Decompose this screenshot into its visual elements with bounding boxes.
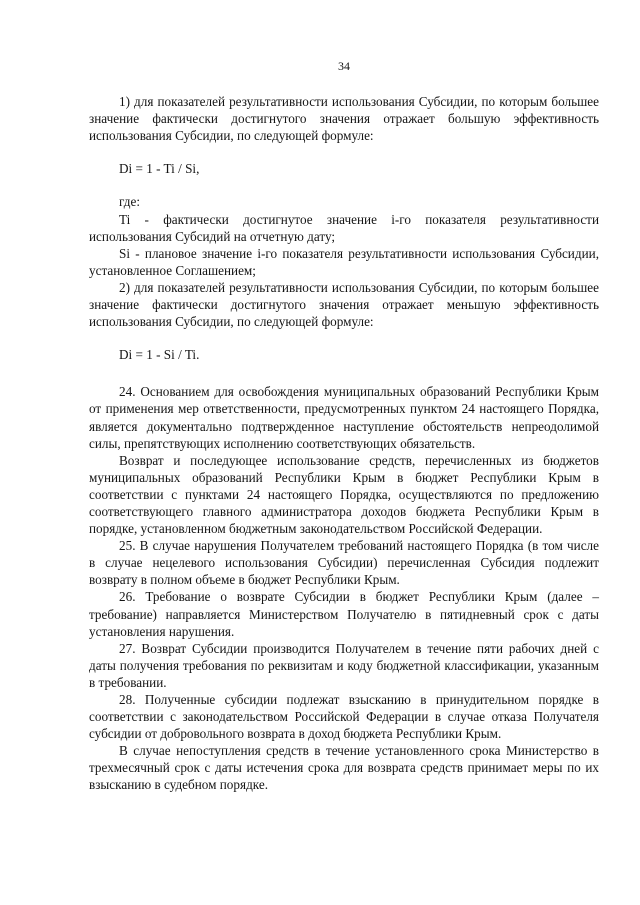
clause-28: 28. Полученные субсидии подлежат взысканию в принудительном порядке в соответствии с законодательством Российской Федерации в случае отказа Получателя субсидии от добровольного возврата в доход бюджета Республики Крым. — [89, 692, 599, 742]
definition-ti: Ti - фактически достигнутое значение i-го показателя результативности использования Субсидий на отчетную дату; — [89, 211, 599, 244]
paragraph-2: 2) для показателей результативности использования Субсидии, по которым большее значение фактически достигнутого значения отражает меньшую эффективность использования Субсидии, по следующей формуле: — [89, 279, 599, 330]
clause-27: 27. Возврат Субсидии производится Получателем в течение пяти рабочих дней с даты получения требования по реквизитам и коду бюджетной классификации, указанным в требовании. — [89, 640, 599, 690]
clause-24-return: Возврат и последующее использование средств, перечисленных из бюджетов муниципальных образований Республики Крым в бюджет Республики Крым в соответствии с пунктами 24 настоящего Порядка, осуществляются по предложению соответствующего главного администратора доходов бюджета Республики Крым в порядке, установленном бюджетным законодательством Российской Федерации. — [89, 452, 599, 537]
paragraph-1: 1) для показателей результативности использования Субсидии, по которым большее значение фактически достигнутого значения отражает большую эффективность использования Субсидии, по следующей формуле: — [89, 94, 599, 144]
formula-2: Di = 1 - Si / Ti. — [119, 347, 200, 363]
page-number: 34 — [338, 59, 350, 73]
definition-si: Si - плановое значение i-го показателя результативности использования Субсидии, установленное Соглашением; — [89, 245, 599, 278]
clause-26: 26. Требование о возврате Субсидии в бюджет Республики Крым (далее – требование) направляется Министерством Получателю в пятидневный срок с даты установления нарушения. — [89, 589, 599, 639]
document-page — [89, 58, 599, 794]
where-label: где: — [119, 194, 140, 210]
formula-1: Di = 1 - Ti / Si, — [119, 161, 200, 177]
clause-25: 25. В случае нарушения Получателем требований настоящего Порядка (в том числе в случае нецелевого использования Субсидии) перечисленная Субсидия подлежит возврату в полном объеме в бюджет Республики Крым. — [89, 538, 599, 588]
clause-28-nonreceipt: В случае непоступления средств в течение установленного срока Министерство в трехмесячный срок с даты истечения срока для возврата средств принимает меры по их взысканию в судебном порядке. — [89, 743, 599, 793]
clause-24: 24. Основанием для освобождения муниципальных образований Республики Крым от применения мер ответственности, предусмотренных пунктом 24 настоящего Порядка, является документально подтвержденное наступление обстоятельств непреодолимой силы, препятствующих исполнению соответствующих обязательств. — [89, 384, 599, 451]
